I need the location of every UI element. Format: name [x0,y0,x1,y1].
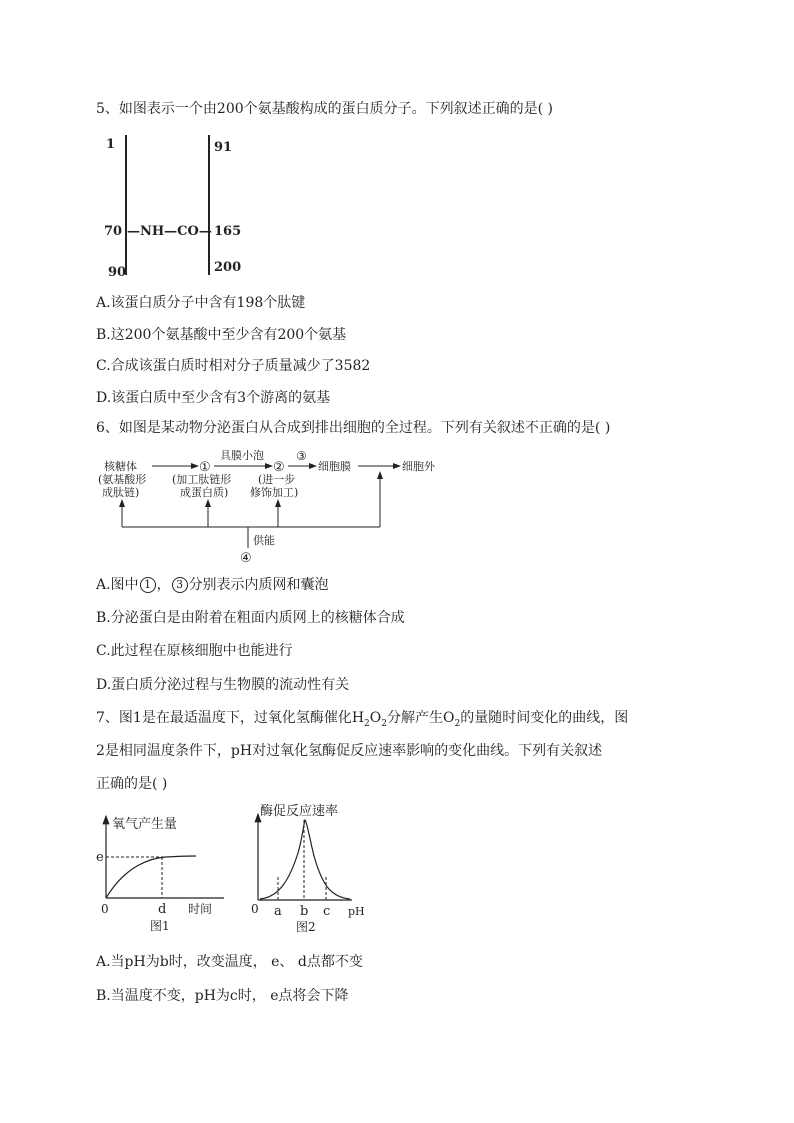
fig6-n2-note-1: (进一步 [258,473,296,486]
fig6-n1-note-1: (加工肽链形 [172,473,232,486]
fig6-vesicle: 具膜小泡 [220,449,264,462]
fig1-origin: 0 [101,902,109,916]
fig5-label-91: 91 [214,140,233,155]
q6-option-b: B.分泌蛋白是由附着在粗面内质网上的核糖体合成 [96,610,405,626]
fig6-membrane: 细胞膜 [318,460,351,473]
fig5-bond: —NH—CO— [127,224,212,239]
q6-option-a-post: 分别表示内质网和囊泡 [188,577,329,593]
fig6-energy: 供能 [253,534,275,547]
q6-option-d: D.蛋白质分泌过程与生物膜的流动性有关 [96,677,350,693]
fig1-ylabel: 氧气产生量 [112,817,178,832]
fig2-a: a [274,904,282,919]
fig2-caption: 图2 [296,920,316,934]
circled-3: 3 [172,577,188,593]
q7-option-a: A.当pH为b时，改变温度， e、 d点都不变 [96,954,363,970]
fig6-node-2: ② [273,460,285,475]
q6-stem: 6、如图是某动物分泌蛋白从合成到排出细胞的全过程。下列有关叙述不正确的是( ) [96,420,611,436]
fig1-xlabel: 时间 [188,902,213,916]
fig5-label-90: 90 [108,265,127,280]
fig5-label-70: 70 [104,224,123,239]
fig5-label-1: 1 [106,137,116,152]
fig2-b: b [300,904,309,919]
q7-stem-line-2: 2是相同温度条件下，pH对过氧化氢酶促反应速率影响的变化曲线。下列有关叙述 [96,743,603,759]
q5-option-a: A.该蛋白质分子中含有198个肽键 [96,295,306,311]
fig2-origin: 0 [251,902,259,916]
q6-option-a [96,574,329,594]
fig6-node-1: ① [199,460,211,475]
fig6-ribosome-note-1: (氨基酸形 [98,473,147,486]
q5-option-d: D.该蛋白质中至少含有3个游离的氨基 [96,390,331,406]
q5-option-b: B.这200个氨基酸中至少含有200个氨基 [96,327,347,343]
fig2-xlabel: pH [348,905,365,918]
fig6-n1-note-2: 成蛋白质) [180,486,229,499]
fig2-ylabel: 酶促反应速率 [260,804,339,819]
q7-option-b: B.当温度不变，pH为c时， e点将会下降 [96,988,349,1004]
fig5-label-165: 165 [214,224,242,239]
circled-1: 1 [140,577,156,593]
fig1-e: e [96,850,104,865]
fig1-d: d [158,902,167,917]
fig6-node-3: ③ [296,449,307,463]
q7-figure-2 [250,798,380,938]
fig5-label-200: 200 [214,260,242,275]
fig6-outside: 细胞外 [402,460,435,473]
q5-protein-figure [96,130,256,280]
fig6-n2-note-2: 修饰加工) [250,486,299,499]
fig2-c: c [323,904,331,919]
fig6-ribosome-note-2: 成肽链) [102,486,140,499]
q7-stem-line-3: 正确的是( ) [96,776,168,792]
q7-figure-1 [96,810,226,940]
fig6-ribosome: 核糖体 [104,460,137,473]
fig1-caption: 图1 [150,919,170,933]
q7-stem-line-1: 7、图1是在最适温度下，过氧化氢酶催化$H_2O_2$分解产生$O_2$的量随时间变化的曲线，图 [96,710,629,729]
q6-option-a-mid: ， [156,577,171,593]
q5-stem: 5、如图表示一个由200个氨基酸构成的蛋白质分子。下列叙述正确的是( ) [96,101,554,117]
q5-option-c: C.合成该蛋白质时相对分子质量减少了3582 [96,358,371,374]
q6-secretion-figure [90,446,460,566]
q6-option-a-pre: A.图中 [96,577,139,593]
q6-option-c: C.此过程在原核细胞中也能进行 [96,643,293,659]
fig6-node-4: ④ [240,551,252,566]
